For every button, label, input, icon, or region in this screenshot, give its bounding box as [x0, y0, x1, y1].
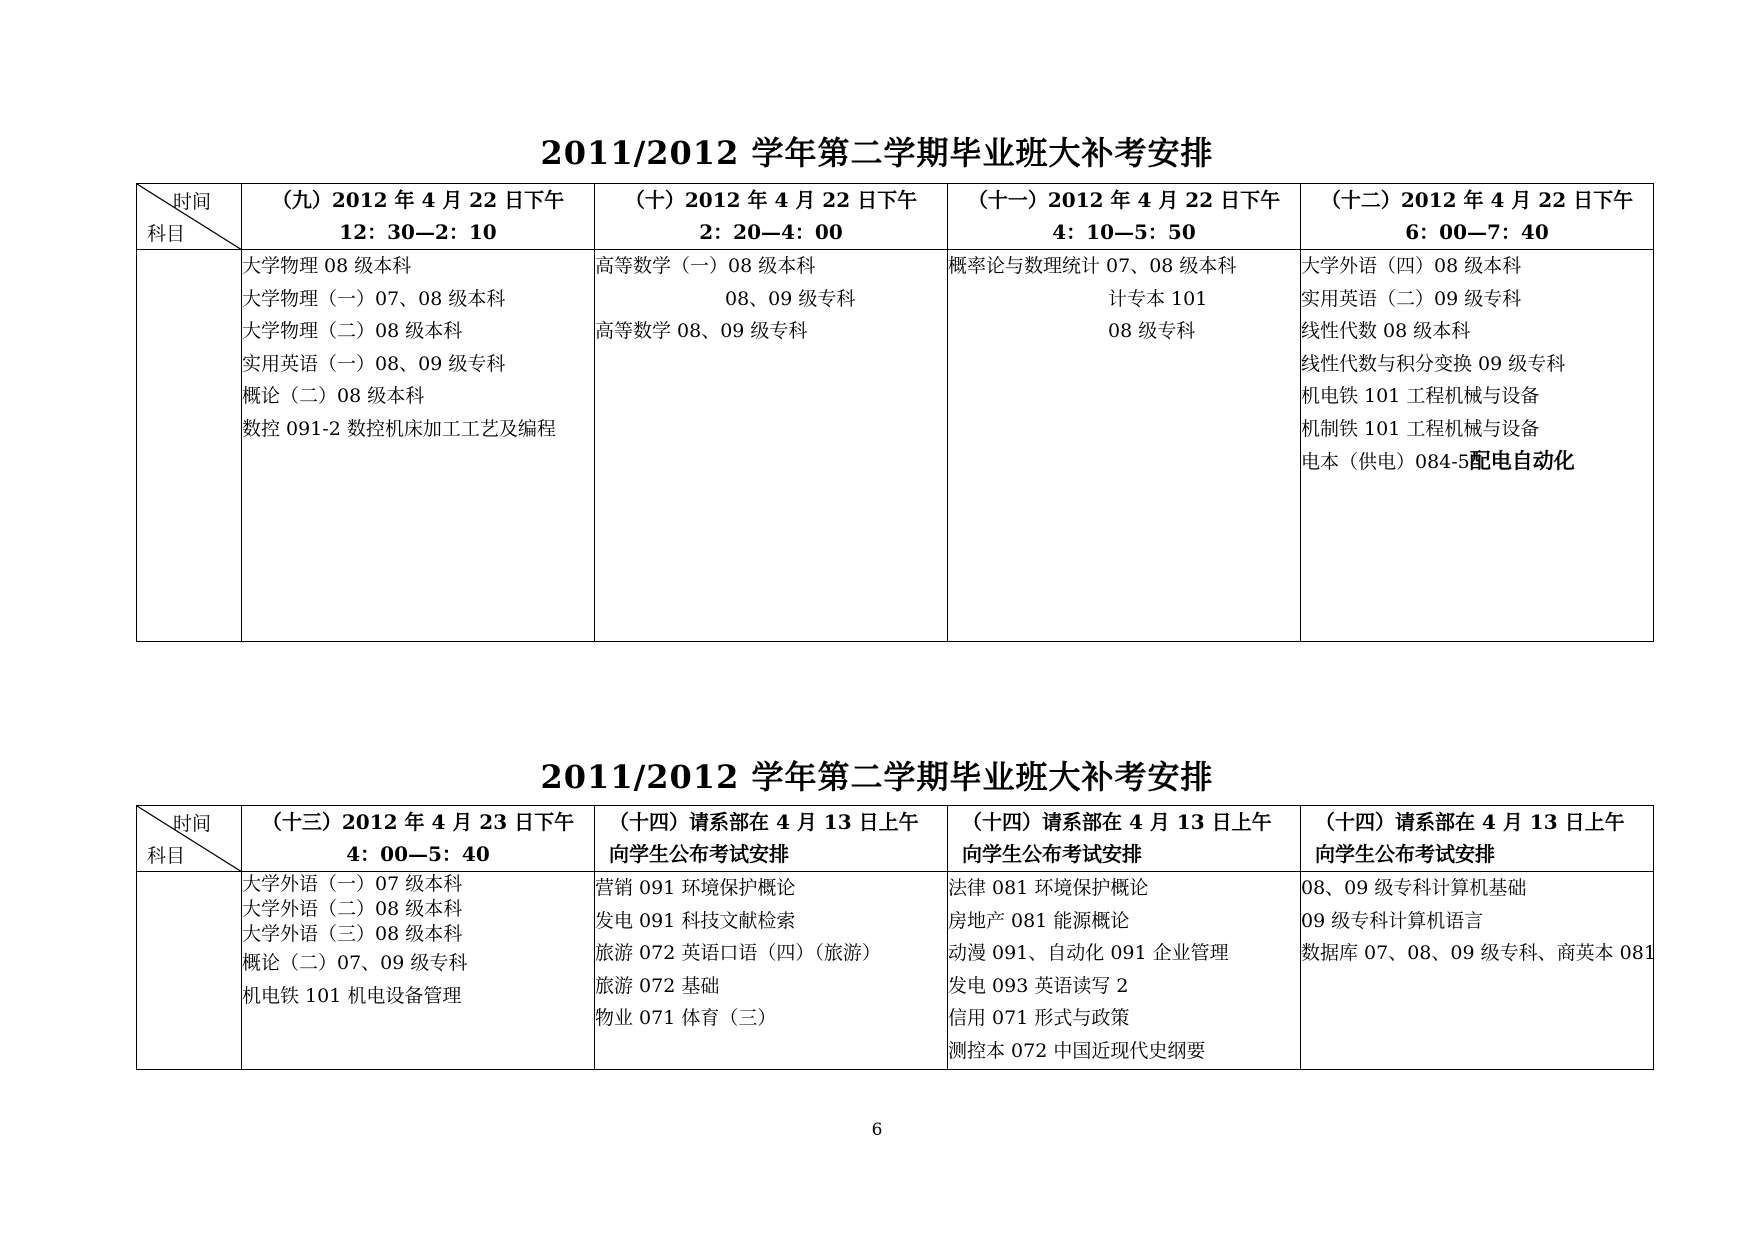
exam-item: 发电 093 英语读写 2: [948, 974, 1129, 997]
exam-item: 数控 091-2 数控机床加工工艺及编程: [242, 417, 556, 440]
column-header: [1301, 184, 1654, 250]
exam-list-cell: [1301, 872, 1654, 1070]
session-time: 6：00—7：40: [1405, 220, 1549, 244]
exam-item: 09 级专科计算机语言: [1301, 909, 1484, 932]
session-note: （十四）请系部在 4 月 13 日上午: [962, 810, 1272, 834]
exam-item: 08、09 级专科计算机基础: [1301, 877, 1527, 899]
session-note-cont: 向学生公布考试安排: [609, 842, 789, 866]
session-note: （十四）请系部在 4 月 13 日上午: [609, 810, 919, 834]
exam-schedule-table: [136, 805, 1654, 1070]
corner-subject-label: 科目: [147, 845, 186, 867]
exam-item: 动漫 091、自动化 091 企业管理: [948, 942, 1229, 964]
exam-item: 营销 091 环境保护概论: [595, 877, 796, 899]
exam-item: 概论（二）08 级本科: [242, 385, 425, 407]
exam-item: 机电铁 101 工程机械与设备: [1301, 385, 1540, 407]
exam-list-cell: [1301, 250, 1654, 642]
section-title: 2011/2012 学年第二学期毕业班大补考安排: [540, 758, 1214, 796]
exam-item: 发电 091 科技文献检索: [595, 909, 796, 932]
session-time: 12：30—2：10: [339, 220, 497, 244]
session-note-cont: 向学生公布考试安排: [962, 842, 1142, 866]
exam-item: 房地产 081 能源概论: [948, 909, 1130, 932]
session-note-cont: 向学生公布考试安排: [1315, 842, 1495, 866]
exam-item: 计专本 101: [1108, 287, 1208, 310]
corner-subject-label: 科目: [147, 223, 186, 245]
exam-item: 物业 071 体育（三）: [595, 1007, 777, 1029]
exam-item: 机电铁 101 机电设备管理: [242, 984, 462, 1007]
column-header: [595, 806, 948, 872]
column-header: [595, 184, 948, 250]
column-header: [948, 184, 1301, 250]
exam-item: 大学物理 08 级本科: [242, 255, 412, 277]
exam-list-cell: [242, 250, 595, 642]
session-date: （十三）2012 年 4 月 23 日下午: [261, 810, 575, 834]
subject-column-cell: [137, 872, 242, 1070]
column-header: [242, 184, 595, 250]
exam-item: [1301, 445, 1653, 479]
exam-item-subject: 配电自动化: [1469, 448, 1575, 473]
exam-item: 旅游 072 基础: [595, 974, 720, 997]
exam-item: 旅游 072 英语口语（四）（旅游）: [595, 942, 881, 964]
corner-time-label: 时间: [172, 191, 211, 213]
exam-item: 测控本 072 中国近现代史纲要: [948, 1039, 1206, 1062]
exam-item: 线性代数与积分变换 09 级专科: [1301, 352, 1566, 375]
corner-header: [137, 184, 242, 250]
subject-column-cell: [137, 250, 242, 642]
session-date: （九）2012 年 4 月 22 日下午: [271, 188, 565, 212]
exam-item: 大学外语（三）08 级本科: [242, 923, 463, 945]
exam-item: 数据库 07、08、09 级专科、商英本 081: [1301, 942, 1656, 964]
section-title: 2011/2012 学年第二学期毕业班大补考安排: [540, 134, 1214, 172]
exam-list-cell: [948, 250, 1301, 642]
column-header: [948, 806, 1301, 872]
exam-item-class: 电本（供电）084-5: [1301, 451, 1470, 473]
exam-item: 实用英语（二）09 级专科: [1301, 287, 1522, 310]
session-time: 4：10—5：50: [1052, 220, 1196, 244]
exam-item: 概率论与数理统计 07、08 级本科: [948, 255, 1237, 277]
exam-item: 高等数学 08、09 级专科: [595, 320, 808, 342]
column-header: [242, 806, 595, 872]
exam-item: 高等数学（一）08 级本科: [595, 255, 816, 277]
session-note: （十四）请系部在 4 月 13 日上午: [1315, 810, 1625, 834]
exam-item: 概论（二）07、09 级专科: [242, 952, 468, 974]
exam-item: 大学物理（二）08 级本科: [242, 320, 463, 342]
exam-item: 大学外语（二）08 级本科: [242, 898, 463, 920]
exam-item: 法律 081 环境保护概论: [948, 877, 1149, 899]
exam-item: 信用 071 形式与政策: [948, 1007, 1130, 1029]
corner-time-label: 时间: [172, 813, 211, 835]
corner-header: [137, 806, 242, 872]
session-date: （十）2012 年 4 月 22 日下午: [624, 188, 918, 212]
exam-item: 线性代数 08 级本科: [1301, 320, 1471, 342]
exam-item: 大学外语（四）08 级本科: [1301, 255, 1522, 277]
exam-list-cell: [595, 872, 948, 1070]
column-header: [1301, 806, 1654, 872]
exam-item: 实用英语（一）08、09 级专科: [242, 352, 506, 375]
session-date: （十一）2012 年 4 月 22 日下午: [967, 188, 1281, 212]
exam-schedule-table: [136, 183, 1654, 642]
session-date: （十二）2012 年 4 月 22 日下午: [1320, 188, 1634, 212]
exam-list-cell: [242, 872, 595, 1070]
exam-item: 大学物理（一）07、08 级本科: [242, 287, 506, 310]
exam-item: 大学外语（一）07 级本科: [242, 873, 463, 895]
exam-item: 08、09 级专科: [725, 287, 856, 310]
session-time: 2：20—4：00: [699, 220, 843, 244]
session-time: 4：00—5：40: [346, 842, 490, 866]
page-number: 6: [871, 1120, 883, 1140]
exam-list-cell: [595, 250, 948, 642]
exam-item: 08 级专科: [1108, 320, 1196, 342]
exam-list-cell: [948, 872, 1301, 1070]
exam-item: 机制铁 101 工程机械与设备: [1301, 417, 1540, 440]
